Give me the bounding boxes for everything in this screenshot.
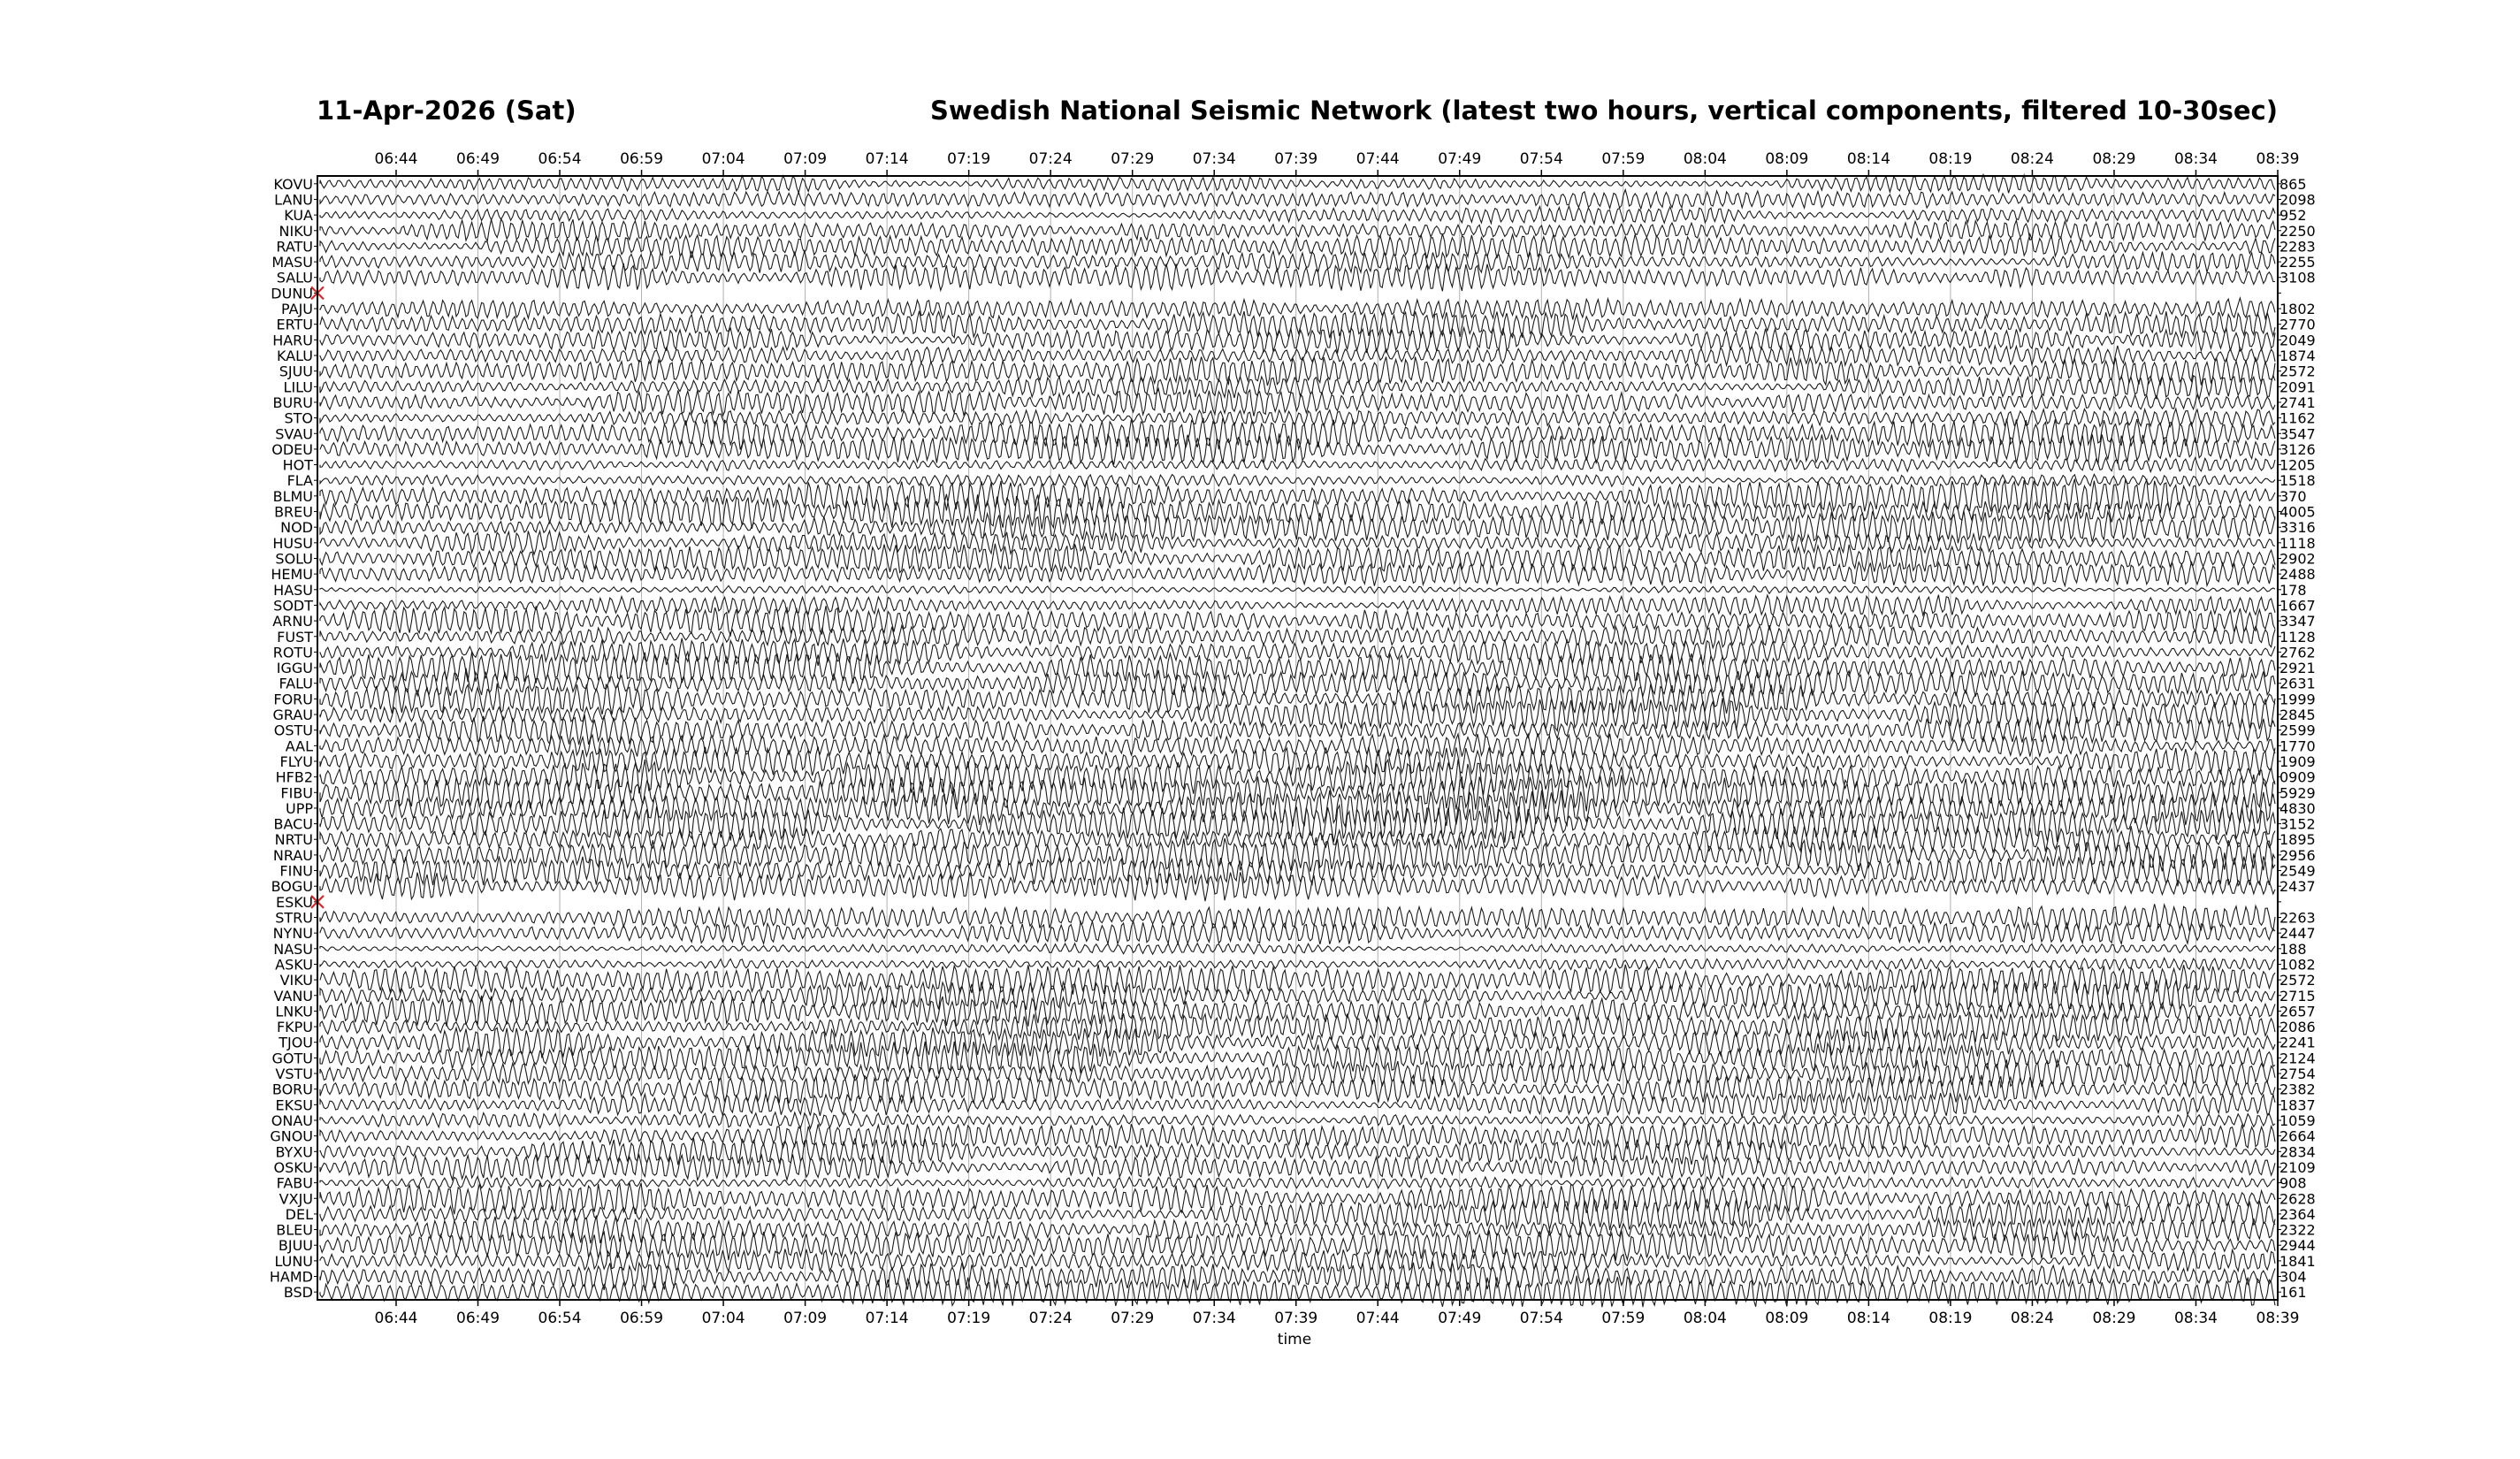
- station-label: FUST: [277, 628, 313, 645]
- station-trace: [320, 1155, 2275, 1180]
- station-max-value: 2488: [2279, 566, 2316, 584]
- station-label: BLMU: [272, 487, 313, 505]
- x-tick-label-top: 08:09: [1765, 150, 1809, 168]
- station-max-value: 4830: [2279, 799, 2316, 817]
- station-max-value: 2754: [2279, 1066, 2316, 1083]
- station-trace: [320, 251, 2275, 273]
- x-tick-label-bottom: 08:39: [2256, 1310, 2300, 1327]
- x-tick-label-bottom: 07:59: [1601, 1310, 1646, 1327]
- station-max-value: 1118: [2279, 534, 2316, 552]
- station-label: FLYU: [279, 752, 313, 770]
- station-max-value: 2944: [2279, 1237, 2316, 1255]
- x-tick-label-top: 06:54: [538, 150, 582, 168]
- station-max-value: 2834: [2279, 1143, 2316, 1161]
- station-max-value: 2572: [2279, 363, 2316, 380]
- station-max-value: 1837: [2279, 1096, 2316, 1114]
- x-tick-label-top: 07:24: [1028, 150, 1073, 168]
- station-trace: [320, 298, 2275, 320]
- station-label: LNKU: [275, 1003, 313, 1020]
- station-trace: [320, 872, 2275, 901]
- station-max-value: 865: [2279, 175, 2307, 193]
- station-label: FKPU: [276, 1019, 313, 1036]
- x-tick-label-bottom: 06:49: [456, 1310, 500, 1327]
- station-max-value: 1518: [2279, 472, 2316, 490]
- label-layer: [270, 150, 2316, 1327]
- station-max-value: 1059: [2279, 1111, 2316, 1129]
- station-max-value: 2049: [2279, 332, 2316, 349]
- x-tick-label-top: 08:29: [2092, 150, 2136, 168]
- station-trace: [320, 733, 2275, 758]
- station-label: KUA: [284, 207, 313, 225]
- station-max-value: 2263: [2279, 909, 2316, 927]
- station-max-value: 3152: [2279, 815, 2316, 833]
- station-max-value: 3108: [2279, 269, 2316, 286]
- station-max-value: 370: [2279, 487, 2307, 505]
- station-label: MASU: [271, 254, 313, 271]
- station-trace: [320, 806, 2275, 843]
- station-label: BACU: [273, 815, 313, 833]
- station-max-value: 0909: [2279, 768, 2316, 786]
- x-tick-label-top: 07:44: [1355, 150, 1400, 168]
- station-label: ASKU: [275, 956, 313, 974]
- station-trace: [320, 311, 2275, 339]
- x-tick-label-bottom: 07:34: [1192, 1310, 1236, 1327]
- station-max-value: 304: [2279, 1268, 2307, 1286]
- station-trace: [320, 826, 2275, 852]
- station-max-value: 1802: [2279, 301, 2316, 318]
- station-label: HUSU: [272, 534, 313, 552]
- station-trace: [320, 652, 2275, 684]
- station-max-value: 178: [2279, 581, 2307, 599]
- station-label: BJUU: [278, 1237, 313, 1255]
- station-label: VSTU: [275, 1066, 313, 1083]
- trace-layer: [311, 175, 2275, 1308]
- station-label: AAL: [285, 737, 313, 755]
- station-label: SALU: [276, 269, 313, 286]
- station-label: GNOU: [270, 1127, 313, 1145]
- station-max-value: 3347: [2279, 613, 2316, 630]
- x-tick-label-top: 07:29: [1111, 150, 1155, 168]
- station-label: NOD: [280, 519, 313, 537]
- station-max-value: 2956: [2279, 846, 2316, 864]
- station-label: VANU: [273, 987, 313, 1004]
- station-trace: [320, 1112, 2275, 1128]
- x-tick-label-bottom: 08:19: [1928, 1310, 1973, 1327]
- station-trace: [320, 1176, 2275, 1190]
- station-max-value: 1841: [2279, 1252, 2316, 1270]
- chart-title: Swedish National Seismic Network (latest two hours, vertical components, filtered 10-30sec): [930, 95, 2278, 126]
- x-tick-label-top: 06:59: [620, 150, 664, 168]
- station-max-value: 2250: [2279, 222, 2316, 240]
- station-trace: [320, 747, 2275, 776]
- x-tick-label-top: 08:19: [1928, 150, 1973, 168]
- station-label: ONAU: [271, 1111, 313, 1129]
- station-max-value: 3316: [2279, 519, 2316, 537]
- date-title: 11-Apr-2026 (Sat): [317, 95, 577, 126]
- x-axis-label: time: [1277, 1331, 1312, 1348]
- station-max-value: 2091: [2279, 378, 2316, 396]
- x-tick-label-top: 08:14: [1846, 150, 1890, 168]
- station-label: HOT: [282, 456, 313, 474]
- station-label: HFB2: [275, 768, 313, 786]
- station-trace: [320, 175, 2275, 194]
- station-trace: [320, 904, 2275, 931]
- station-label: IGGU: [276, 660, 313, 677]
- station-label: LUNU: [274, 1252, 313, 1270]
- station-trace: [320, 625, 2275, 648]
- station-max-value: 2322: [2279, 1221, 2316, 1239]
- station-label: NYNU: [272, 925, 313, 943]
- station-label: DUNU: [271, 285, 313, 302]
- station-max-value: 2447: [2279, 925, 2316, 943]
- station-label: HEMU: [271, 566, 313, 584]
- station-label: FINU: [279, 862, 313, 880]
- x-tick-label-bottom: 08:34: [2173, 1310, 2218, 1327]
- station-label: HASU: [273, 581, 313, 599]
- x-tick-label-bottom: 07:49: [1438, 1310, 1482, 1327]
- station-max-value: 4005: [2279, 503, 2316, 521]
- x-tick-label-bottom: 08:09: [1765, 1310, 1809, 1327]
- x-tick-label-bottom: 07:39: [1274, 1310, 1318, 1327]
- station-max-value: 2086: [2279, 1019, 2316, 1036]
- station-label: NRAU: [272, 846, 313, 864]
- station-trace: [320, 668, 2275, 697]
- x-tick-label-bottom: 07:54: [1519, 1310, 1563, 1327]
- station-max-value: 2657: [2279, 1003, 2316, 1020]
- station-label: DEL: [285, 1205, 313, 1223]
- x-tick-label-top: 08:04: [1683, 150, 1727, 168]
- station-trace: [320, 478, 2275, 514]
- station-label: PAJU: [281, 301, 313, 318]
- station-label: BREU: [274, 503, 313, 521]
- station-max-value: 1162: [2279, 409, 2316, 427]
- station-max-value: 908: [2279, 1174, 2307, 1192]
- x-tick-label-top: 07:09: [783, 150, 828, 168]
- station-label: SODT: [273, 597, 313, 615]
- station-max-value: 1999: [2279, 691, 2316, 708]
- x-tick-label-bottom: 08:29: [2092, 1310, 2136, 1327]
- station-trace: [320, 1216, 2275, 1244]
- x-tick-label-bottom: 07:24: [1028, 1310, 1073, 1327]
- station-label: SJUU: [279, 363, 313, 380]
- station-label: UPP: [285, 799, 313, 817]
- station-max-value: 1128: [2279, 628, 2316, 645]
- station-max-value: 161: [2279, 1284, 2307, 1302]
- station-max-value: 2715: [2279, 987, 2316, 1004]
- station-label: BOGU: [271, 878, 313, 896]
- station-max-value: 2124: [2279, 1050, 2316, 1067]
- x-tick-label-bottom: 06:54: [538, 1310, 582, 1327]
- x-tick-label-top: 07:19: [947, 150, 991, 168]
- station-trace: [320, 190, 2275, 210]
- x-tick-label-bottom: 08:24: [2010, 1310, 2054, 1327]
- station-trace: [320, 511, 2275, 544]
- station-label: FIBU: [280, 784, 313, 802]
- station-max-value: 1895: [2279, 831, 2316, 849]
- station-label: ODEU: [271, 440, 313, 458]
- x-tick-label-bottom: 07:09: [783, 1310, 828, 1327]
- station-label: FORU: [273, 691, 313, 708]
- station-max-value: 5929: [2279, 784, 2316, 802]
- station-max-value: 2762: [2279, 644, 2316, 661]
- station-max-value: 2921: [2279, 660, 2316, 677]
- station-label: KOVU: [273, 175, 313, 193]
- station-max-value: 2382: [2279, 1081, 2316, 1098]
- x-tick-label-top: 07:54: [1519, 150, 1563, 168]
- x-tick-label-bottom: 07:14: [865, 1310, 909, 1327]
- station-label: STO: [284, 409, 313, 427]
- x-tick-label-bottom: 08:04: [1683, 1310, 1727, 1327]
- station-label: SVAU: [275, 425, 313, 443]
- station-trace: [320, 474, 2275, 486]
- station-trace: [320, 1230, 2275, 1261]
- x-tick-label-top: 08:24: [2010, 150, 2054, 168]
- station-max-value: 188: [2279, 940, 2307, 958]
- x-tick-label-top: 07:39: [1274, 150, 1318, 168]
- station-trace: [320, 561, 2275, 586]
- station-trace: [320, 233, 2275, 258]
- station-label: FALU: [279, 675, 313, 692]
- station-trace: [320, 458, 2275, 472]
- station-label: ARNU: [272, 613, 313, 630]
- x-tick-label-top: 07:34: [1192, 150, 1236, 168]
- station-max-value: 1909: [2279, 752, 2316, 770]
- station-max-value: 2902: [2279, 550, 2316, 568]
- x-tick-label-bottom: 07:44: [1355, 1310, 1400, 1327]
- station-label: STRU: [275, 909, 313, 927]
- station-label: EKSU: [275, 1096, 313, 1114]
- station-max-value: 1770: [2279, 737, 2316, 755]
- station-trace: [320, 389, 2275, 416]
- station-max-value: 2109: [2279, 1158, 2316, 1176]
- station-label: HAMD: [269, 1268, 313, 1286]
- station-max-value: 2631: [2279, 675, 2316, 692]
- x-tick-label-top: 07:04: [701, 150, 745, 168]
- station-trace: [320, 219, 2275, 241]
- station-trace: [320, 595, 2275, 615]
- station-label: ROTU: [272, 644, 313, 661]
- station-label: LILU: [283, 378, 313, 396]
- station-label: RATU: [276, 238, 313, 256]
- x-tick-label-top: 07:14: [865, 150, 909, 168]
- station-label: NIKU: [279, 222, 313, 240]
- x-tick-label-bottom: 07:29: [1111, 1310, 1155, 1327]
- x-tick-label-top: 08:39: [2256, 150, 2300, 168]
- x-tick-label-bottom: 07:04: [701, 1310, 745, 1327]
- station-max-value: 3547: [2279, 425, 2316, 443]
- station-label: VXJU: [279, 1190, 313, 1208]
- station-max-value: 2845: [2279, 707, 2316, 724]
- station-label: BORU: [271, 1081, 313, 1098]
- station-label: ESKU: [275, 893, 313, 911]
- station-label: BSD: [283, 1284, 313, 1302]
- station-max-value: 2599: [2279, 722, 2316, 739]
- station-max-value: 1874: [2279, 348, 2316, 365]
- station-max-value: 2241: [2279, 1034, 2316, 1051]
- x-tick-label-bottom: 08:14: [1846, 1310, 1890, 1327]
- station-max-value: 1667: [2279, 597, 2316, 615]
- station-max-value: 1082: [2279, 956, 2316, 974]
- station-max-value: 2283: [2279, 238, 2316, 256]
- station-label: VIKU: [279, 972, 313, 989]
- x-tick-label-top: 07:59: [1601, 150, 1646, 168]
- station-label: NASU: [273, 940, 313, 958]
- station-max-value: 3126: [2279, 440, 2316, 458]
- station-label: BLEU: [276, 1221, 313, 1239]
- station-label: OSKU: [273, 1158, 313, 1176]
- station-label: BURU: [272, 393, 313, 411]
- station-label: ERTU: [276, 316, 313, 333]
- station-trace: [320, 585, 2275, 593]
- station-max-value: 2549: [2279, 862, 2316, 880]
- station-label: LANU: [274, 191, 313, 209]
- station-max-value: 1205: [2279, 456, 2316, 474]
- station-max-value: 2437: [2279, 878, 2316, 896]
- x-tick-label-top: 06:49: [456, 150, 500, 168]
- station-trace: [320, 965, 2275, 995]
- station-label: NRTU: [274, 831, 313, 849]
- station-max-value: 2098: [2279, 191, 2316, 209]
- station-label: TJOU: [279, 1034, 313, 1051]
- station-label: SOLU: [275, 550, 313, 568]
- x-tick-label-top: 07:49: [1438, 150, 1482, 168]
- station-trace: [320, 943, 2275, 954]
- station-label: OSTU: [273, 722, 313, 739]
- station-max-value: 2664: [2279, 1127, 2316, 1145]
- x-tick-label-top: 08:34: [2173, 150, 2218, 168]
- station-trace: [320, 698, 2275, 730]
- station-trace: [320, 1093, 2275, 1117]
- station-label: HARU: [272, 332, 313, 349]
- station-max-value: 2572: [2279, 972, 2316, 989]
- station-label: KALU: [277, 348, 313, 365]
- station-max-value: 2628: [2279, 1190, 2316, 1208]
- x-tick-label-bottom: 06:59: [620, 1310, 664, 1327]
- station-max-value: 2770: [2279, 316, 2316, 333]
- x-tick-label-bottom: 07:19: [947, 1310, 991, 1327]
- x-tick-label-bottom: 06:44: [374, 1310, 418, 1327]
- station-label: FLA: [286, 472, 313, 490]
- station-max-value: 2741: [2279, 393, 2316, 411]
- station-max-value: 2364: [2279, 1205, 2316, 1223]
- station-label: FABU: [276, 1174, 313, 1192]
- station-label: BYXU: [275, 1143, 313, 1161]
- x-tick-label-top: 06:44: [374, 150, 418, 168]
- station-label: GOTU: [271, 1050, 313, 1067]
- station-label: GRAU: [272, 707, 313, 724]
- station-trace: [320, 206, 2275, 224]
- station-max-value: 2255: [2279, 254, 2316, 271]
- station-max-value: 952: [2279, 207, 2307, 225]
